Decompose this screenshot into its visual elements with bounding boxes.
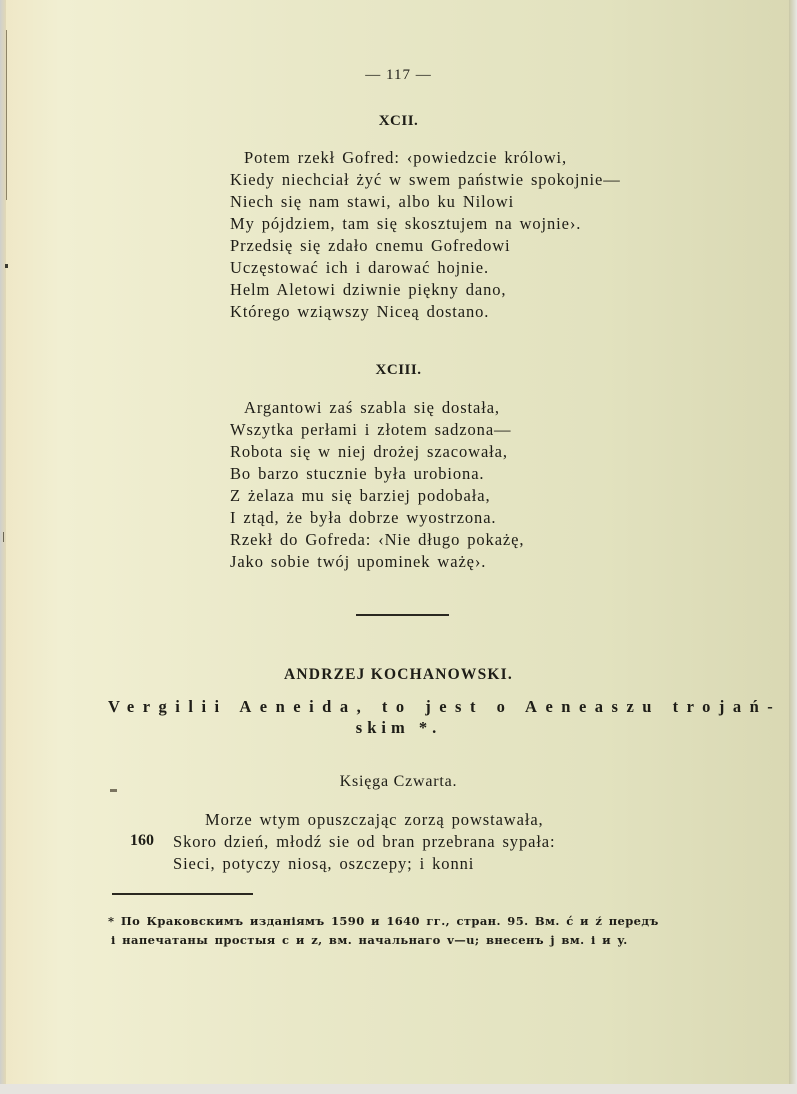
margin-mark (110, 789, 117, 792)
page-bottom-edge (0, 1084, 797, 1094)
author-heading: ANDRZEJ KOCHANOWSKI. (284, 666, 513, 683)
verse-line: Argantowi zaś szabla się dostała, (244, 398, 500, 417)
page-number: — 117 — (365, 67, 432, 83)
verse-line: Robota się w niej drożej szacowała, (230, 442, 508, 461)
footnote-line: і напечатаны простыя c и z, вм. начальнаго v—u; внесенъ j вм. і и y. (111, 933, 628, 947)
scan-speck (5, 264, 8, 268)
line-number: 160 (130, 832, 154, 849)
page-right-edge (789, 0, 797, 1094)
verse-line: Kiedy niechciał żyć w swem państwie spokojnie— (230, 170, 621, 189)
verse-line: Skoro dzień, młodź sie od bran przebrana sypała: (173, 832, 556, 851)
footnote-rule (112, 893, 253, 895)
verse-line: Uczęstować ich i darować hojnie. (230, 258, 489, 277)
verse-line: Bo barzo stucznie była urobiona. (230, 464, 485, 483)
footnote-line: * По Краковскимъ изданіямъ 1590 и 1640 гг., стран. 95. Вм. ć и ź передъ (108, 914, 659, 928)
verse-line: Przedsię się zdało cnemu Gofredowi (230, 236, 511, 255)
verse-line: Którego wziąwszy Niceą dostano. (230, 302, 490, 321)
stanza-heading: XCIII. (375, 362, 422, 378)
verse-line: Z żelaza mu się barziej podobała, (230, 486, 491, 505)
verse-line: Rzekł do Gofreda: ‹Nie długo pokażę, (230, 530, 525, 549)
verse-line: Potem rzekł Gofred: ‹powiedzcie królowi, (244, 148, 568, 167)
work-title-continued: skim *. (355, 718, 442, 737)
verse-line: Wszytka perłami i złotem sadzona— (230, 420, 512, 439)
verse-line: Morze wtym opuszczając zorzą powstawała, (205, 810, 544, 829)
verse-line: I ztąd, że była dobrze wyostrzona. (230, 508, 497, 527)
verse-line: Sieci, potyczy niosą, oszczepy; i konni (173, 854, 475, 873)
verse-line: Niech się nam stawi, albo ku Nilowi (230, 192, 515, 211)
work-title: Vergilii Aeneida, to jest o Aeneaszu trojań- (108, 697, 782, 716)
stanza-heading: XCII. (378, 113, 419, 129)
book-heading: Księga Czwarta. (339, 773, 458, 790)
section-divider (356, 614, 449, 616)
scan-speck (3, 532, 4, 542)
verse-line: Helm Aletowi dziwnie piękny dano, (230, 280, 507, 299)
verse-line: Jako sobie twój upominek ważę›. (230, 552, 487, 571)
verse-line: My pójdziem, tam się skosztujem na wojnie›. (230, 214, 582, 233)
